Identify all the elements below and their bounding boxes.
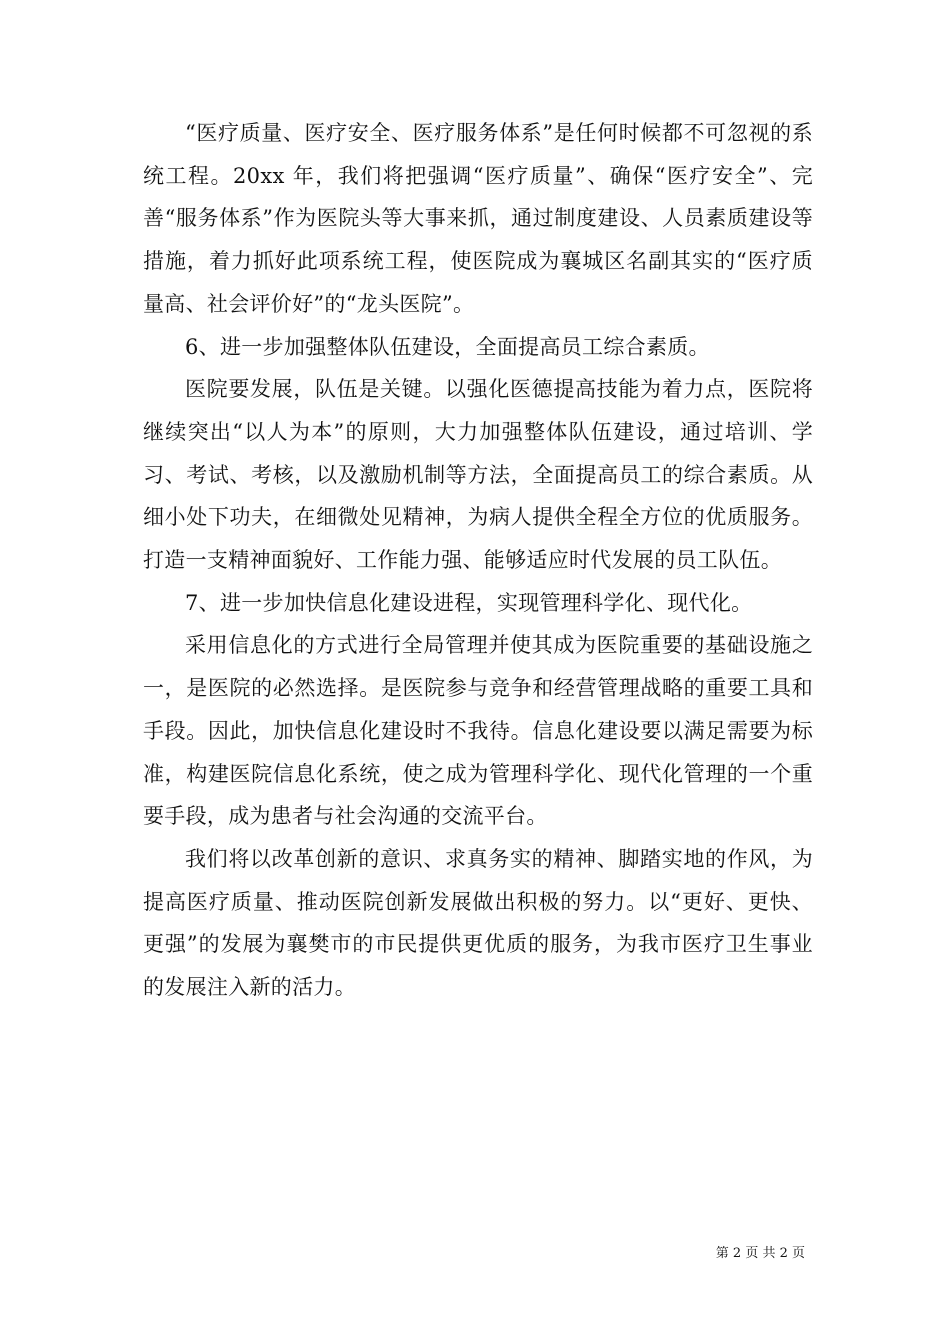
section-heading-7: 7、进一步加快信息化建设进程，实现管理科学化、现代化。 <box>185 590 753 615</box>
paragraph-medical-quality: “医疗质量、医疗安全、医疗服务体系”是任何时候都不可忽视的系统工程。20xx 年，我们将把强调“医疗质量”、确保“医疗安全”、完善“服务体系”作为医院头等大事来抓，通过制度建设、人员素质建设等措施，着力抓好此项系统工程，使医院成为襄城区名副其实的“医疗质量高、社会评价好”的“龙头医院”。 <box>143 121 813 316</box>
paragraph-team-building: 医院要发展，队伍是关键。以强化医德提高技能为着力点，医院将继续突出“以人为本”的原则，大力加强整体队伍建设，通过培训、学习、考试、考核，以及激励机制等方法，全面提高员工的综合素质。从细小处下功夫，在细微处见精神，为病人提供全程全方位的优质服务。打造一支精神面貌好、工作能力强、能够适应时代发展的员工队伍。 <box>143 377 813 573</box>
paragraph-conclusion: 我们将以改革创新的意识、求真务实的精神、脚踏实地的作风，为提高医疗质量、推动医院创新发展做出积极的努力。以“更好、更快、更强”的发展为襄樊市的市民提供更优质的服务，为我市医疗卫生事业的发展注入新的活力。 <box>143 846 813 1000</box>
page-number: 第 2 页 共 2 页 <box>715 1246 805 1261</box>
section-heading-6: 6、进一步加强整体队伍建设，全面提高员工综合素质。 <box>185 334 710 359</box>
document-body <box>143 112 813 1009</box>
paragraph-informatization: 采用信息化的方式进行全局管理并使其成为医院重要的基础设施之一，是医院的必然选择。是医院参与竞争和经营管理战略的重要工具和手段。因此，加快信息化建设时不我待。信息化建设要以满足需要为标准，构建医院信息化系统，使之成为管理科学化、现代化管理的一个重要手段，成为患者与社会沟通的交流平台。 <box>143 633 813 829</box>
